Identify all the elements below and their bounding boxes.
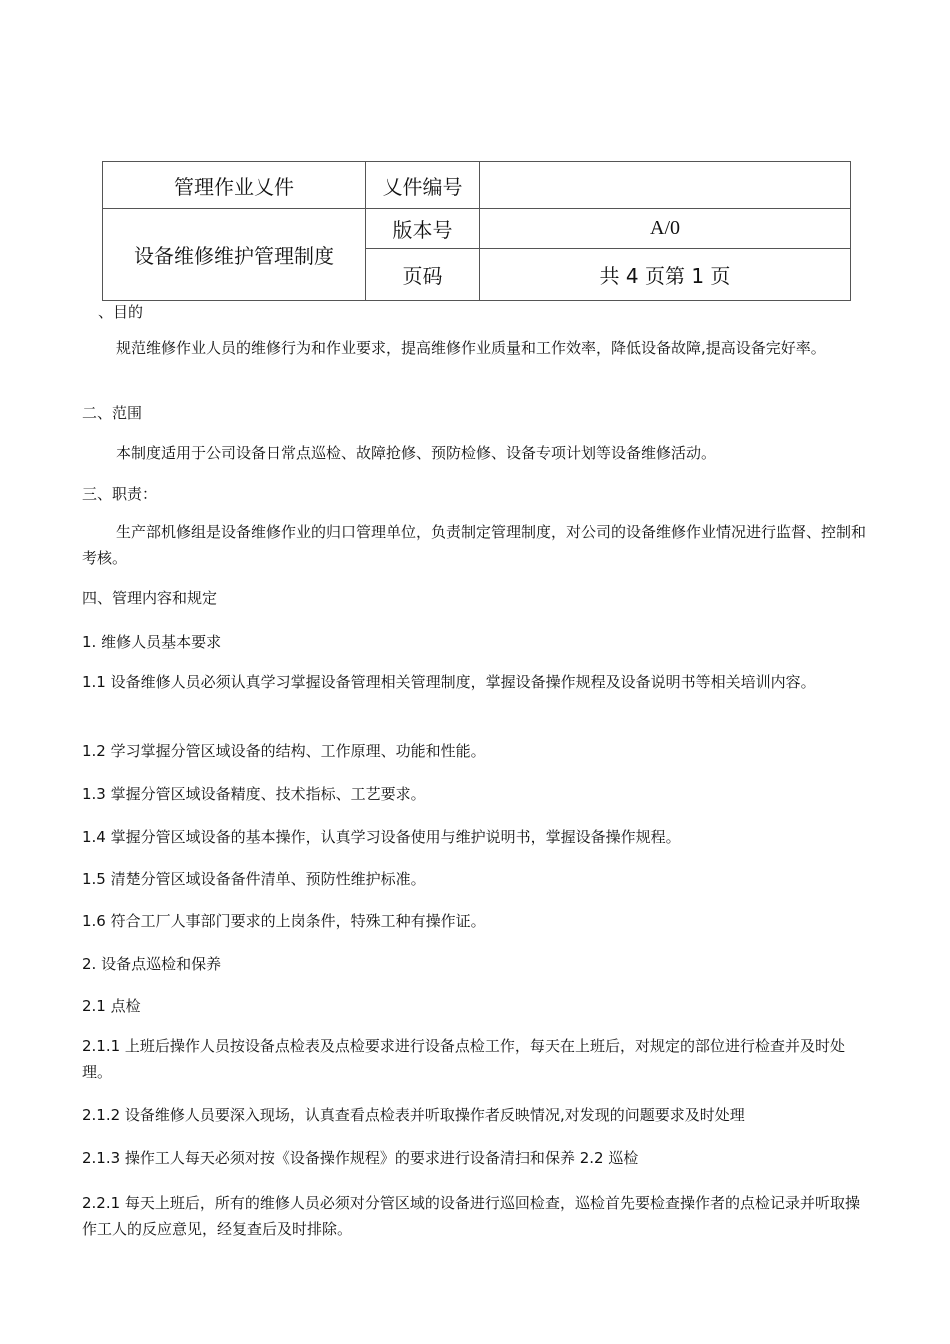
item-1-2: 1.2 学习掌握分管区域设备的结构、工作原理、功能和性能。 (82, 742, 486, 760)
doc-number-label: 乂件编号 (366, 162, 480, 209)
item-2-2-1: 2.2.1 每天上班后，所有的维修人员必须对分管区域的设备进行巡回检查，巡检首先要检查操作者的点检记录并听取操作工人的反应意见，经复查后及时排除。 (82, 1194, 860, 1238)
section-2-text: 本制度适用于公司设备日常点巡检、故障抢修、预防检修、设备专项计划等设备维修活动。 (116, 444, 717, 462)
document-header-table (102, 161, 851, 301)
doc-number-value (480, 162, 851, 209)
item-1: 1. 维修人员基本要求 (82, 633, 222, 651)
item-2-1-3: 2.1.3 操作工人每天必须对按《设备操作规程》的要求进行设备清扫和保养 2.2 巡检 (82, 1149, 639, 1167)
version-value: A/0 (480, 209, 851, 249)
item-2-1: 2.1 点检 (82, 997, 141, 1015)
section-3-title: 三、职责： (82, 485, 158, 503)
version-label: 版本号 (366, 209, 480, 249)
item-1-4: 1.4 掌握分管区域设备的基本操作，认真学习设备使用与维护说明书，掌握设备操作规程。 (82, 828, 681, 846)
item-2-1-2: 2.1.2 设备维修人员要深入现场，认真查看点检表并听取操作者反映情况,对发现的问题要求及时处理 (82, 1106, 745, 1124)
page-value: 共 4 页第 1 页 (480, 249, 851, 301)
section-4-title: 四、管理内容和规定 (82, 589, 218, 607)
section-2-title: 二、范围 (82, 404, 143, 422)
item-1-1: 1.1 设备维修人员必须认真学习掌握设备管理相关管理制度，掌握设备操作规程及设备说明书等相关培训内容。 (82, 673, 816, 691)
section-1-text: 规范维修作业人员的维修行为和作业要求，提高维修作业质量和工作效率，降低设备故障,提高设备完好率。 (116, 339, 826, 357)
page-label: 页码 (366, 249, 480, 301)
item-1-6: 1.6 符合工厂人事部门要求的上岗条件，特殊工种有操作证。 (82, 912, 486, 930)
section-1-title: 、目的 (98, 303, 144, 321)
item-2: 2. 设备点巡检和保养 (82, 955, 222, 973)
doc-title-cell: 设备维修维护管理制度 (103, 209, 366, 301)
doc-type-cell: 管理作业乂件 (103, 162, 366, 209)
item-2-1-1: 2.1.1 上班后操作人员按设备点检表及点检要求进行设备点检工作，每天在上班后，对规定的部位进行检查并及时处理。 (82, 1037, 845, 1081)
item-1-3: 1.3 掌握分管区域设备精度、技术指标、工艺要求。 (82, 785, 426, 803)
item-1-5: 1.5 清楚分管区域设备备件清单、预防性维护标准。 (82, 870, 426, 888)
section-3-text: 生产部机修组是设备维修作业的归口管理单位，负责制定管理制度，对公司的设备维修作业情况进行监督、控制和考核。 (82, 523, 867, 567)
